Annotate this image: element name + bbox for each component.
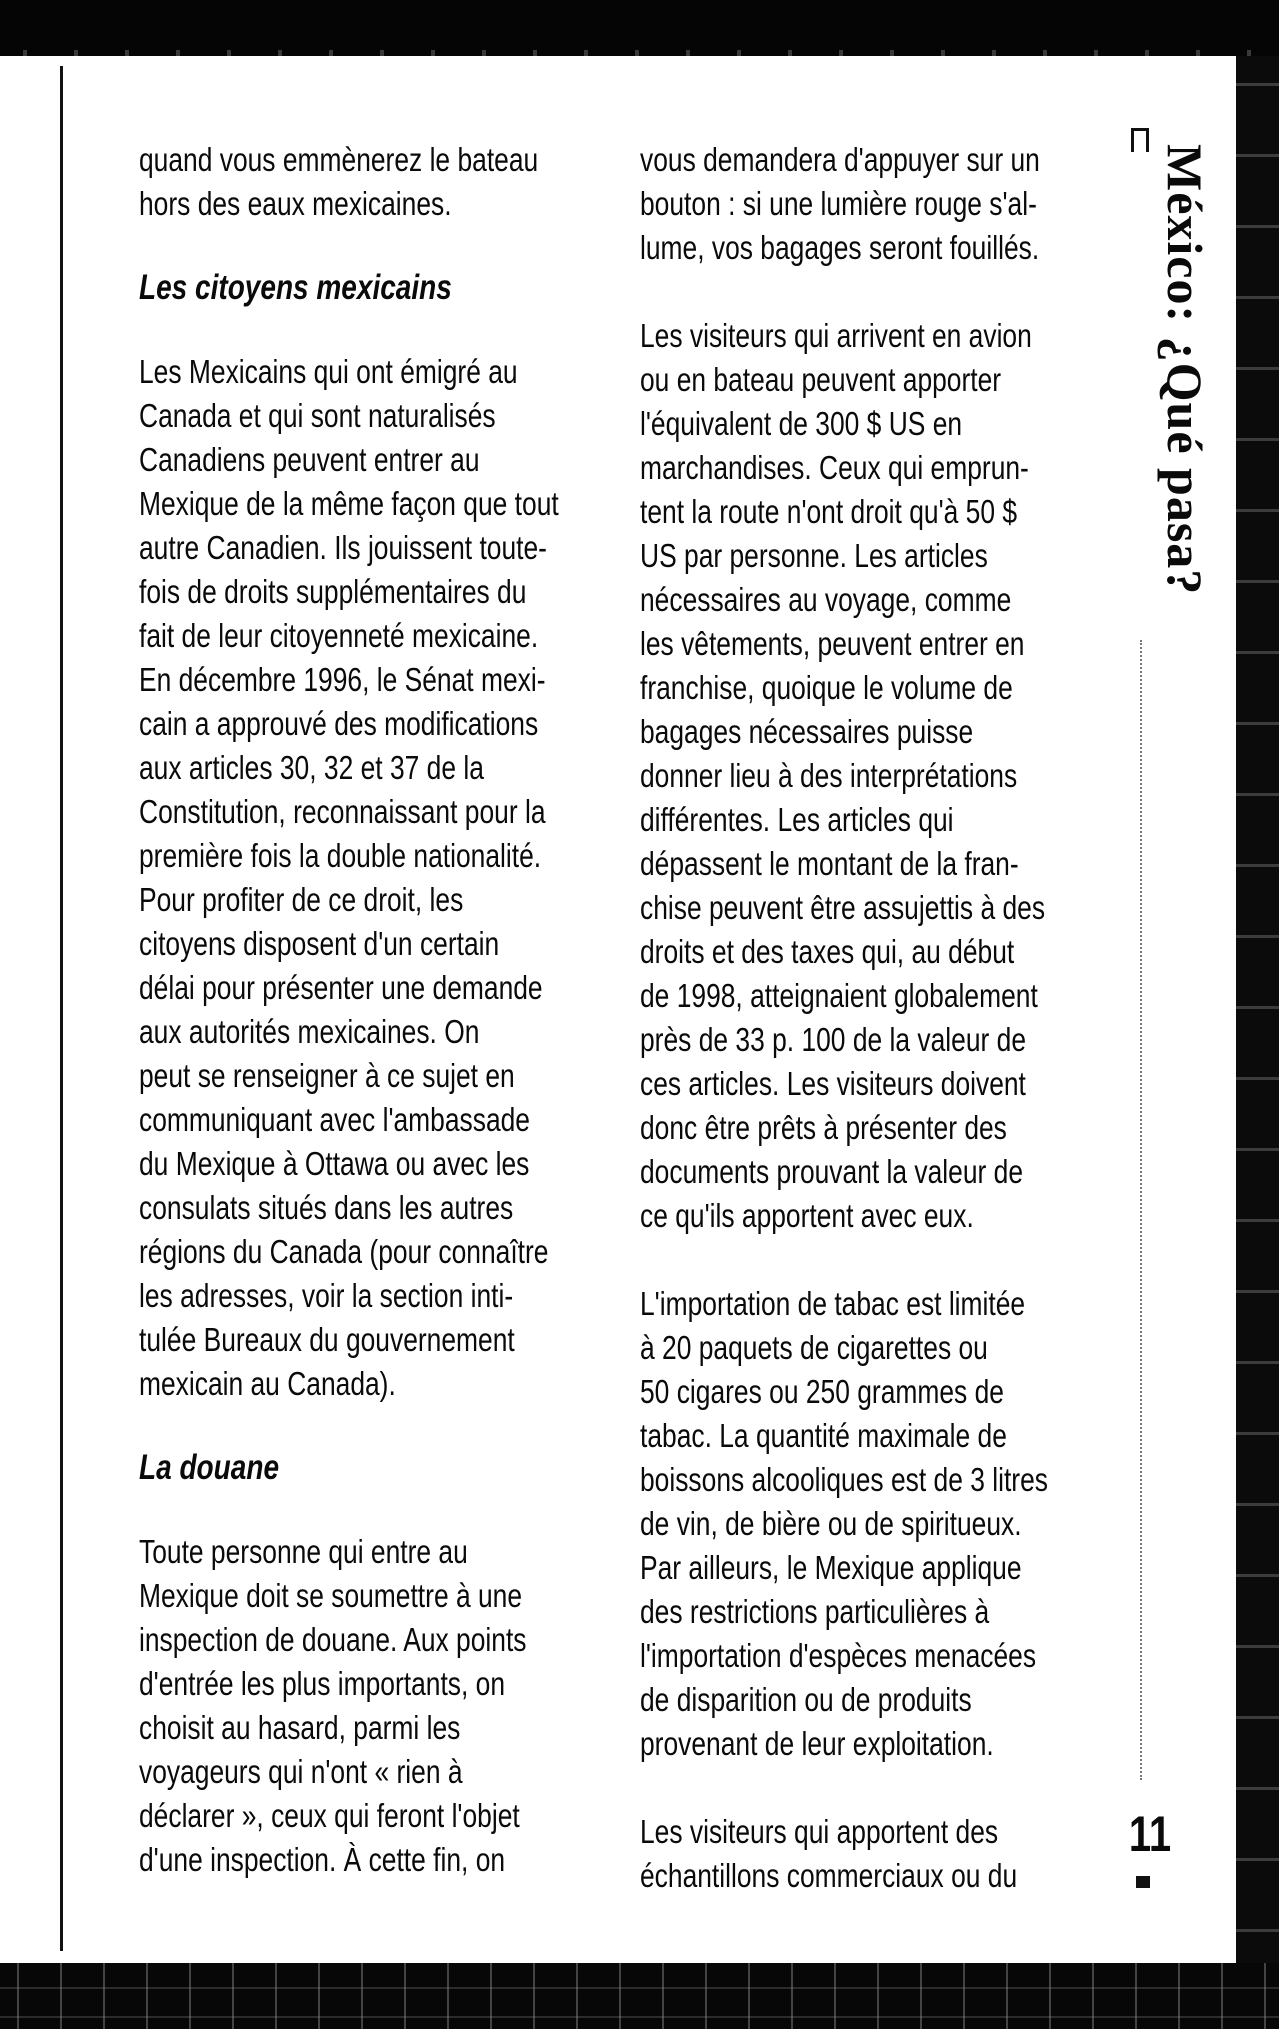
text-line: ces articles. Les visiteurs doivent: [640, 1065, 1026, 1102]
text-line: peut se renseigner à ce sujet en: [139, 1057, 515, 1094]
text-line: documents prouvant la valeur de: [640, 1153, 1024, 1190]
text-line: inspection de douane. Aux points: [139, 1621, 527, 1658]
text-line: bagages nécessaires puisse: [640, 713, 974, 750]
text-line: de vin, de bière ou de spiritueux.: [640, 1505, 1022, 1542]
paragraph-visiteurs: [640, 314, 1092, 1238]
text-line: délai pour présenter une demande: [139, 969, 543, 1006]
text-line: dépassent le montant de la fran-: [640, 845, 1019, 882]
text-line: citoyens disposent d'un certain: [139, 925, 500, 962]
paragraph-gap: [640, 1766, 1092, 1810]
text-line: Toute personne qui entre au: [139, 1533, 468, 1570]
text-line: d'entrée les plus importants, on: [139, 1665, 506, 1702]
text-line: ou en bateau peuvent apporter: [640, 361, 1002, 398]
scan-border-right: [1236, 56, 1279, 1963]
text-line: tabac. La quantité maximale de: [640, 1417, 1007, 1454]
text-line: lume, vos bagages seront fouillés.: [640, 229, 1040, 266]
paragraph-gap: [640, 270, 1092, 314]
text-line: donner lieu à des interprétations: [640, 757, 1018, 794]
page-number: 11: [1128, 1806, 1172, 1862]
text-line: mexicain au Canada).: [139, 1365, 396, 1402]
text-line: quand vous emmènerez le bateau: [139, 141, 539, 178]
left-text-column: [139, 138, 591, 1882]
text-line: nécessaires au voyage, comme: [640, 581, 1012, 618]
text-line: Mexique de la même façon que tout: [139, 485, 559, 522]
text-line: régions du Canada (pour connaître: [139, 1233, 549, 1270]
text-line: de 1998, atteignaient globalement: [640, 977, 1038, 1014]
text-line: d'une inspection. À cette fin, on: [139, 1841, 506, 1878]
paragraph-tabac: [640, 1282, 1092, 1766]
text-line: vous demandera d'appuyer sur un: [640, 141, 1040, 178]
text-line: première fois la double nationalité.: [139, 837, 542, 874]
running-title-text: México: ¿Qué pasa?: [1157, 144, 1213, 596]
section-heading-douane: La douane: [139, 1448, 280, 1487]
text-line: différentes. Les articles qui: [640, 801, 954, 838]
running-title: [1150, 132, 1224, 632]
paragraph-citoyens: [139, 350, 591, 1406]
text-line: consulats situés dans les autres: [139, 1189, 514, 1226]
text-line: déclarer », ceux qui feront l'objet: [139, 1797, 520, 1834]
text-line: fait de leur citoyenneté mexicaine.: [139, 617, 539, 654]
right-text-column: [640, 138, 1092, 1898]
text-line: autre Canadien. Ils jouissent toute-: [139, 529, 547, 566]
text-line: bouton : si une lumière rouge s'al-: [640, 185, 1037, 222]
text-line: aux autorités mexicaines. On: [139, 1013, 480, 1050]
text-line: Par ailleurs, le Mexique applique: [640, 1549, 1022, 1586]
text-line: de disparition ou de produits: [640, 1681, 972, 1718]
text-line: l'importation d'espèces menacées: [640, 1637, 1037, 1674]
side-marker-icon: [1131, 128, 1149, 152]
scan-border-top: [0, 0, 1279, 56]
text-line: En décembre 1996, le Sénat mexi-: [139, 661, 546, 698]
text-line: franchise, quoique le volume de: [640, 669, 1013, 706]
text-line: Constitution, reconnaissant pour la: [139, 793, 546, 830]
margin-dotted-rule: [1140, 640, 1142, 1780]
text-line: voyageurs qui n'ont « rien à: [139, 1753, 463, 1790]
text-line: Pour profiter de ce droit, les: [139, 881, 464, 918]
text-line: L'importation de tabac est limitée: [640, 1285, 1026, 1322]
paragraph-bouton: [640, 138, 1092, 270]
text-line: ce qu'ils apportent avec eux.: [640, 1197, 974, 1234]
text-line: aux articles 30, 32 et 37 de la: [139, 749, 484, 786]
paragraph-gap: [640, 1238, 1092, 1282]
text-line: provenant de leur exploitation.: [640, 1725, 994, 1762]
text-line: US par personne. Les articles: [640, 537, 988, 574]
page-number-square-icon: [1136, 1876, 1150, 1888]
text-line: tulée Bureaux du gouvernement: [139, 1321, 515, 1358]
text-line: cain a approuvé des modifications: [139, 705, 539, 742]
text-line: Canada et qui sont naturalisés: [139, 397, 496, 434]
text-line: 50 cigares ou 250 grammes de: [640, 1373, 1004, 1410]
text-line: près de 33 p. 100 de la valeur de: [640, 1021, 1027, 1058]
text-line: les vêtements, peuvent entrer en: [640, 625, 1025, 662]
intro-paragraph: [139, 138, 591, 226]
text-line: droits et des taxes qui, au début: [640, 933, 1015, 970]
text-line: Canadiens peuvent entrer au: [139, 441, 480, 478]
section-heading-citoyens: Les citoyens mexicains: [139, 268, 452, 307]
text-line: tent la route n'ont droit qu'à 50 $: [640, 493, 1018, 530]
text-line: fois de droits supplémentaires du: [139, 573, 527, 610]
text-line: les adresses, voir la section inti-: [139, 1277, 514, 1314]
text-line: l'équivalent de 300 $ US en: [640, 405, 963, 442]
text-line: à 20 paquets de cigarettes ou: [640, 1329, 988, 1366]
text-line: échantillons commerciaux ou du: [640, 1857, 1018, 1894]
scan-border-bottom: [0, 1963, 1279, 2029]
text-line: communiquant avec l'ambassade: [139, 1101, 530, 1138]
paragraph-douane: [139, 1530, 591, 1882]
text-line: chise peuvent être assujettis à des: [640, 889, 1046, 926]
text-line: marchandises. Ceux qui emprun-: [640, 449, 1029, 486]
text-line: Les visiteurs qui apportent des: [640, 1813, 999, 1850]
text-line: hors des eaux mexicaines.: [139, 185, 452, 222]
text-line: boissons alcooliques est de 3 litres: [640, 1461, 1048, 1498]
text-line: Les Mexicains qui ont émigré au: [139, 353, 518, 390]
text-line: du Mexique à Ottawa ou avec les: [139, 1145, 530, 1182]
text-line: Les visiteurs qui arrivent en avion: [640, 317, 1032, 354]
text-line: choisit au hasard, parmi les: [139, 1709, 461, 1746]
page-edge-rule: [60, 66, 63, 1951]
text-line: Mexique doit se soumettre à une: [139, 1577, 523, 1614]
text-line: des restrictions particulières à: [640, 1593, 990, 1630]
paragraph-echantillons: [640, 1810, 1092, 1898]
text-line: donc être prêts à présenter des: [640, 1109, 1007, 1146]
